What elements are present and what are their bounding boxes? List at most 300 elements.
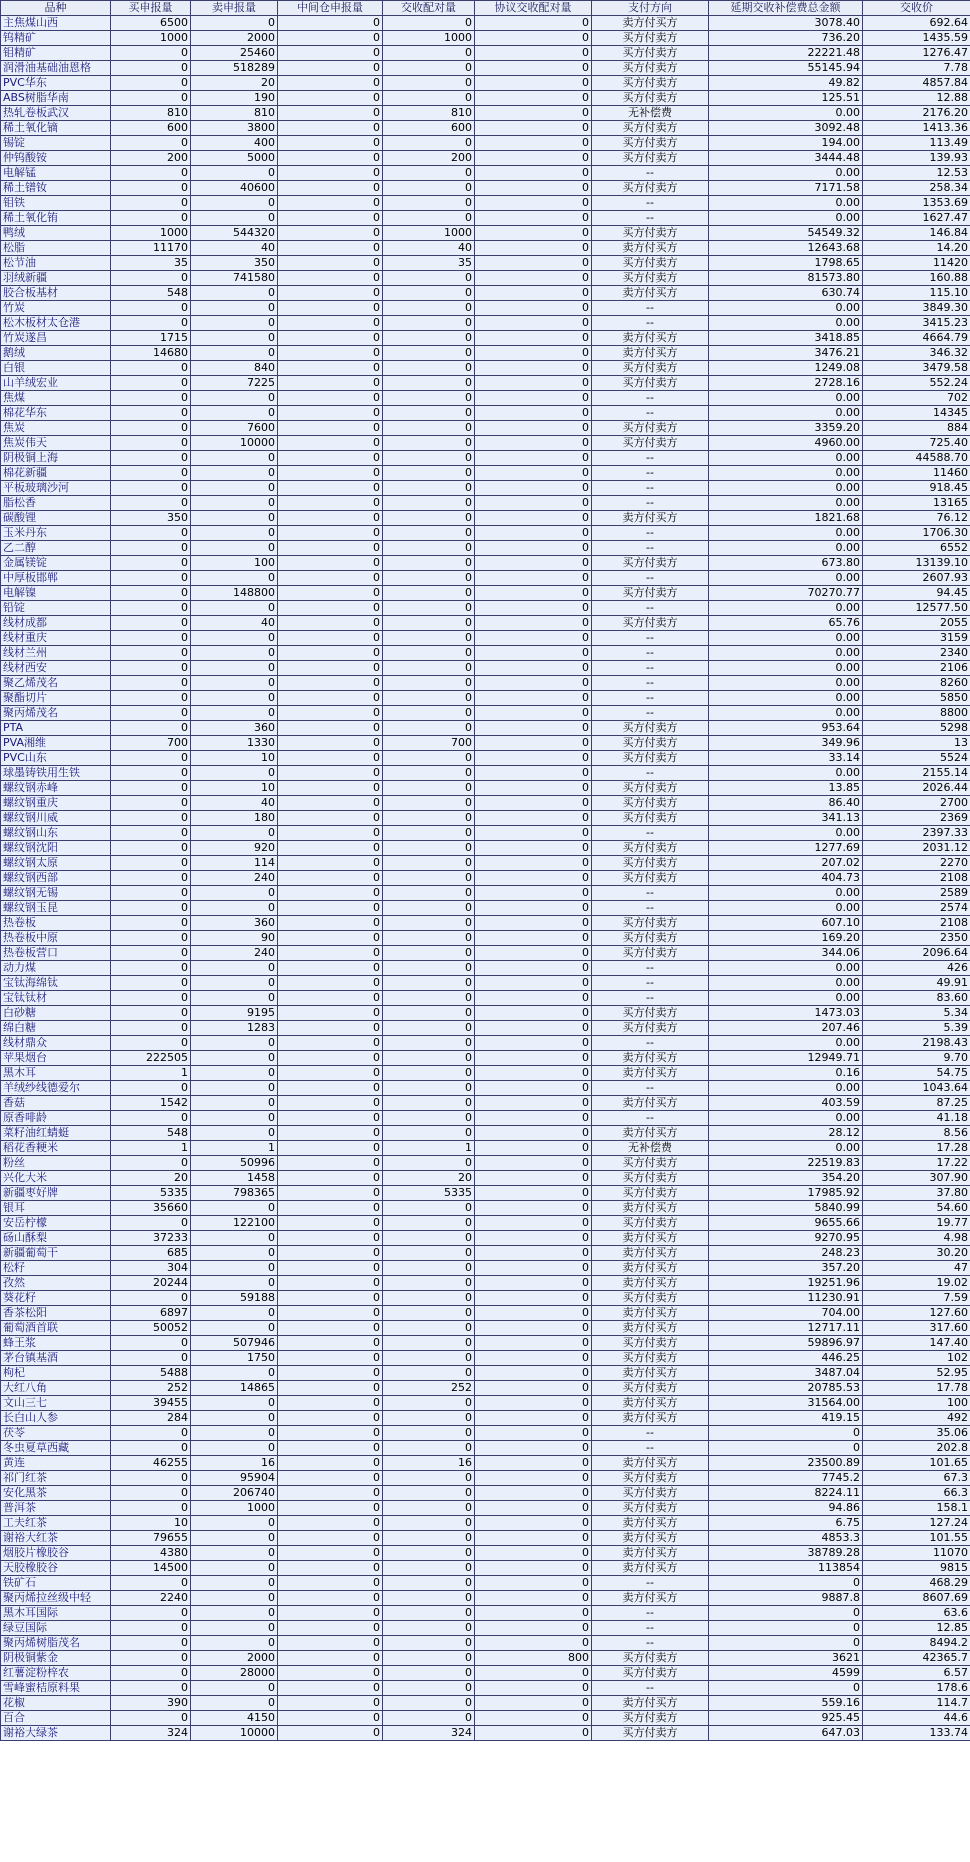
cell-agreement-matched: 0 [475,871,592,886]
cell-payment-direction: -- [592,1681,709,1696]
cell-payment-direction: 买方付卖方 [592,271,709,286]
cell-payment-direction: -- [592,391,709,406]
cell-sell-quantity: 0 [191,631,278,646]
cell-settlement-price: 552.24 [863,376,970,391]
cell-agreement-matched: 0 [475,901,592,916]
cell-compensation-total: 925.45 [709,1711,863,1726]
cell-payment-direction: 买方付卖方 [592,796,709,811]
cell-buy-quantity: 0 [111,196,191,211]
cell-compensation-total: 3359.20 [709,421,863,436]
cell-intermediate-warehouse: 0 [278,1666,383,1681]
cell-sell-quantity: 0 [191,1366,278,1381]
cell-buy-quantity: 0 [111,1666,191,1681]
cell-payment-direction: 卖方付买方 [592,1261,709,1276]
cell-intermediate-warehouse: 0 [278,781,383,796]
cell-sell-quantity: 0 [191,1441,278,1456]
cell-buy-quantity: 200 [111,151,191,166]
table-row [1,1621,970,1636]
cell-agreement-matched: 0 [475,1246,592,1261]
cell-agreement-matched: 0 [475,601,592,616]
cell-settlement-price: 101.55 [863,1531,970,1546]
table-row [1,556,970,571]
cell-agreement-matched: 0 [475,1696,592,1711]
cell-matched-quantity: 0 [383,1531,475,1546]
cell-buy-quantity: 1 [111,1141,191,1156]
cell-matched-quantity: 0 [383,706,475,721]
cell-matched-quantity: 252 [383,1381,475,1396]
table-row [1,601,970,616]
cell-intermediate-warehouse: 0 [278,466,383,481]
cell-variety: 黑木耳国际 [1,1606,111,1621]
cell-compensation-total: 0.00 [709,196,863,211]
cell-matched-quantity: 0 [383,1306,475,1321]
table-row [1,376,970,391]
cell-compensation-total: 1473.03 [709,1006,863,1021]
cell-payment-direction: 卖方付买方 [592,1231,709,1246]
cell-payment-direction: -- [592,451,709,466]
cell-agreement-matched: 0 [475,241,592,256]
cell-matched-quantity: 0 [383,1126,475,1141]
cell-sell-quantity: 0 [191,481,278,496]
cell-variety: 稀土氧化镝 [1,121,111,136]
cell-intermediate-warehouse: 0 [278,91,383,106]
cell-intermediate-warehouse: 0 [278,46,383,61]
cell-compensation-total: 207.02 [709,856,863,871]
cell-agreement-matched: 0 [475,31,592,46]
table-row [1,301,970,316]
cell-intermediate-warehouse: 0 [278,421,383,436]
cell-matched-quantity: 0 [383,46,475,61]
cell-settlement-price: 42365.7 [863,1651,970,1666]
cell-matched-quantity: 0 [383,1036,475,1051]
cell-variety: 原香啡龄 [1,1111,111,1126]
cell-sell-quantity: 50996 [191,1156,278,1171]
cell-agreement-matched: 0 [475,1711,592,1726]
cell-settlement-price: 114.7 [863,1696,970,1711]
cell-buy-quantity: 0 [111,181,191,196]
cell-payment-direction: 卖方付买方 [592,1096,709,1111]
cell-compensation-total: 13.85 [709,781,863,796]
table-row [1,1396,970,1411]
cell-payment-direction: 卖方付买方 [592,1531,709,1546]
cell-variety: 动力煤 [1,961,111,976]
cell-settlement-price: 66.3 [863,1486,970,1501]
table-row [1,796,970,811]
table-row [1,331,970,346]
cell-variety: 螺纹钢山东 [1,826,111,841]
cell-variety: 长白山人参 [1,1411,111,1426]
cell-agreement-matched: 0 [475,151,592,166]
cell-buy-quantity: 350 [111,511,191,526]
cell-settlement-price: 2369 [863,811,970,826]
cell-matched-quantity: 0 [383,511,475,526]
cell-agreement-matched: 0 [475,346,592,361]
cell-agreement-matched: 0 [475,106,592,121]
cell-payment-direction: 卖方付买方 [592,1366,709,1381]
table-row [1,766,970,781]
cell-sell-quantity: 0 [191,541,278,556]
cell-matched-quantity: 0 [383,1546,475,1561]
cell-sell-quantity: 0 [191,1036,278,1051]
cell-matched-quantity: 0 [383,1066,475,1081]
cell-variety: 红薯淀粉梓农 [1,1666,111,1681]
cell-settlement-price: 1435.59 [863,31,970,46]
cell-intermediate-warehouse: 0 [278,571,383,586]
cell-payment-direction: 卖方付买方 [592,1411,709,1426]
cell-compensation-total: 7745.2 [709,1471,863,1486]
cell-variety: 螺纹钢玉昆 [1,901,111,916]
cell-sell-quantity: 0 [191,196,278,211]
cell-settlement-price: 468.29 [863,1576,970,1591]
cell-agreement-matched: 0 [475,961,592,976]
table-row [1,151,970,166]
cell-sell-quantity: 400 [191,136,278,151]
cell-intermediate-warehouse: 0 [278,1051,383,1066]
cell-matched-quantity: 0 [383,1006,475,1021]
cell-matched-quantity: 0 [383,406,475,421]
cell-payment-direction: -- [592,631,709,646]
cell-compensation-total: 113854 [709,1561,863,1576]
cell-matched-quantity: 0 [383,1561,475,1576]
cell-compensation-total: 0.00 [709,631,863,646]
cell-sell-quantity: 0 [191,1201,278,1216]
cell-intermediate-warehouse: 0 [278,1171,383,1186]
cell-compensation-total: 20785.53 [709,1381,863,1396]
cell-agreement-matched: 0 [475,436,592,451]
cell-matched-quantity: 0 [383,346,475,361]
cell-variety: 苹果烟台 [1,1051,111,1066]
cell-payment-direction: -- [592,901,709,916]
cell-sell-quantity: 741580 [191,271,278,286]
cell-buy-quantity: 0 [111,1486,191,1501]
table-row [1,721,970,736]
cell-intermediate-warehouse: 0 [278,1501,383,1516]
cell-payment-direction: 买方付卖方 [592,586,709,601]
cell-agreement-matched: 0 [475,946,592,961]
cell-compensation-total: 607.10 [709,916,863,931]
cell-agreement-matched: 0 [475,676,592,691]
cell-sell-quantity: 0 [191,1591,278,1606]
cell-variety: 聚乙烯茂名 [1,676,111,691]
cell-settlement-price: 2106 [863,661,970,676]
cell-buy-quantity: 35660 [111,1201,191,1216]
cell-settlement-price: 2589 [863,886,970,901]
cell-buy-quantity: 0 [111,841,191,856]
cell-compensation-total: 59896.97 [709,1336,863,1351]
cell-sell-quantity: 206740 [191,1486,278,1501]
table-row [1,631,970,646]
cell-settlement-price: 12.53 [863,166,970,181]
cell-buy-quantity: 0 [111,271,191,286]
cell-intermediate-warehouse: 0 [278,1696,383,1711]
cell-payment-direction: 买方付卖方 [592,1291,709,1306]
cell-variety: 羽绒新疆 [1,271,111,286]
cell-intermediate-warehouse: 0 [278,1216,383,1231]
cell-payment-direction: 买方付卖方 [592,616,709,631]
cell-payment-direction: 买方付卖方 [592,931,709,946]
cell-buy-quantity: 0 [111,421,191,436]
cell-buy-quantity: 0 [111,1681,191,1696]
table-row [1,31,970,46]
cell-buy-quantity: 0 [111,316,191,331]
cell-payment-direction: -- [592,1036,709,1051]
cell-sell-quantity: 2000 [191,1651,278,1666]
cell-intermediate-warehouse: 0 [278,1546,383,1561]
cell-settlement-price: 3849.30 [863,301,970,316]
cell-variety: 玉米丹东 [1,526,111,541]
cell-settlement-price: 17.22 [863,1156,970,1171]
cell-payment-direction: 无补偿费 [592,106,709,121]
cell-payment-direction: 卖方付买方 [592,16,709,31]
cell-matched-quantity: 0 [383,931,475,946]
table-row [1,1606,970,1621]
cell-intermediate-warehouse: 0 [278,436,383,451]
cell-agreement-matched: 0 [475,736,592,751]
cell-payment-direction: -- [592,1636,709,1651]
cell-buy-quantity: 0 [111,61,191,76]
cell-settlement-price: 13165 [863,496,970,511]
cell-buy-quantity: 0 [111,781,191,796]
table-row [1,991,970,1006]
cell-agreement-matched: 0 [475,1051,592,1066]
cell-payment-direction: 买方付卖方 [592,76,709,91]
cell-payment-direction: 卖方付买方 [592,1306,709,1321]
cell-sell-quantity: 0 [191,706,278,721]
cell-agreement-matched: 0 [475,766,592,781]
cell-intermediate-warehouse: 0 [278,271,383,286]
cell-compensation-total: 22221.48 [709,46,863,61]
cell-variety: 仲钨酸铵 [1,151,111,166]
cell-sell-quantity: 10 [191,751,278,766]
cell-buy-quantity: 0 [111,91,191,106]
cell-payment-direction: 卖方付买方 [592,286,709,301]
cell-sell-quantity: 0 [191,991,278,1006]
table-row [1,1681,970,1696]
cell-intermediate-warehouse: 0 [278,646,383,661]
cell-variety: 葡萄酒首联 [1,1321,111,1336]
cell-intermediate-warehouse: 0 [278,1381,383,1396]
cell-buy-quantity: 0 [111,1426,191,1441]
cell-variety: 砀山酥梨 [1,1231,111,1246]
cell-matched-quantity: 5335 [383,1186,475,1201]
cell-intermediate-warehouse: 0 [278,586,383,601]
cell-agreement-matched: 0 [475,421,592,436]
cell-compensation-total: 1821.68 [709,511,863,526]
cell-settlement-price: 14.20 [863,241,970,256]
cell-buy-quantity: 0 [111,976,191,991]
cell-payment-direction: 卖方付买方 [592,1396,709,1411]
cell-variety: 香茶松阳 [1,1306,111,1321]
cell-matched-quantity: 20 [383,1171,475,1186]
cell-matched-quantity: 0 [383,1096,475,1111]
cell-sell-quantity: 360 [191,721,278,736]
cell-matched-quantity: 0 [383,1291,475,1306]
cell-buy-quantity: 0 [111,616,191,631]
cell-compensation-total: 19251.96 [709,1276,863,1291]
cell-settlement-price: 9815 [863,1561,970,1576]
cell-compensation-total: 12949.71 [709,1051,863,1066]
cell-variety: 乙二醇 [1,541,111,556]
cell-intermediate-warehouse: 0 [278,871,383,886]
cell-buy-quantity: 700 [111,736,191,751]
cell-variety: 脂松香 [1,496,111,511]
cell-agreement-matched: 0 [475,1366,592,1381]
table-row [1,421,970,436]
cell-payment-direction: 买方付卖方 [592,1171,709,1186]
cell-matched-quantity: 0 [383,1516,475,1531]
cell-compensation-total: 0 [709,1426,863,1441]
cell-compensation-total: 7171.58 [709,181,863,196]
cell-settlement-price: 19.02 [863,1276,970,1291]
cell-agreement-matched: 0 [475,661,592,676]
cell-buy-quantity: 0 [111,1636,191,1651]
cell-sell-quantity: 0 [191,1561,278,1576]
cell-matched-quantity: 0 [383,1216,475,1231]
cell-payment-direction: 买方付卖方 [592,61,709,76]
cell-settlement-price: 44.6 [863,1711,970,1726]
cell-buy-quantity: 0 [111,856,191,871]
cell-agreement-matched: 0 [475,1606,592,1621]
cell-settlement-price: 2108 [863,871,970,886]
cell-buy-quantity: 0 [111,361,191,376]
cell-sell-quantity: 20 [191,76,278,91]
cell-intermediate-warehouse: 0 [278,721,383,736]
cell-payment-direction: 买方付卖方 [592,841,709,856]
cell-sell-quantity: 0 [191,901,278,916]
cell-matched-quantity: 0 [383,16,475,31]
cell-intermediate-warehouse: 0 [278,1561,383,1576]
cell-sell-quantity: 0 [191,661,278,676]
cell-buy-quantity: 0 [111,691,191,706]
table-row [1,1576,970,1591]
cell-buy-quantity: 1542 [111,1096,191,1111]
table-row [1,46,970,61]
cell-intermediate-warehouse: 0 [278,181,383,196]
table-row [1,1591,970,1606]
cell-sell-quantity: 0 [191,1111,278,1126]
cell-variety: 枸杞 [1,1366,111,1381]
cell-compensation-total: 349.96 [709,736,863,751]
cell-payment-direction: 买方付卖方 [592,1216,709,1231]
cell-variety: PVC山东 [1,751,111,766]
cell-settlement-price: 2340 [863,646,970,661]
cell-matched-quantity: 0 [383,1621,475,1636]
cell-compensation-total: 0.00 [709,1081,863,1096]
table-row [1,691,970,706]
cell-variety: 绿豆国际 [1,1621,111,1636]
cell-compensation-total: 23500.89 [709,1456,863,1471]
cell-intermediate-warehouse: 0 [278,1006,383,1021]
cell-matched-quantity: 0 [383,586,475,601]
table-row [1,946,970,961]
cell-settlement-price: 5524 [863,751,970,766]
cell-payment-direction: -- [592,301,709,316]
table-header [1,1,970,16]
cell-intermediate-warehouse: 0 [278,1366,383,1381]
cell-buy-quantity: 20 [111,1171,191,1186]
cell-compensation-total: 0.00 [709,106,863,121]
cell-sell-quantity: 0 [191,391,278,406]
cell-variety: 祁门红茶 [1,1471,111,1486]
cell-variety: 竹炭遂昌 [1,331,111,346]
cell-buy-quantity: 0 [111,631,191,646]
cell-payment-direction: 买方付卖方 [592,1726,709,1741]
cell-agreement-matched: 0 [475,1066,592,1081]
cell-settlement-price: 2198.43 [863,1036,970,1051]
cell-sell-quantity: 7600 [191,421,278,436]
cell-payment-direction: 买方付卖方 [592,121,709,136]
cell-settlement-price: 5298 [863,721,970,736]
cell-payment-direction: 卖方付买方 [592,1591,709,1606]
cell-matched-quantity: 0 [383,1711,475,1726]
cell-agreement-matched: 0 [475,76,592,91]
table-row [1,346,970,361]
cell-payment-direction: -- [592,676,709,691]
cell-matched-quantity: 0 [383,1651,475,1666]
table-row [1,496,970,511]
cell-sell-quantity: 40 [191,241,278,256]
cell-settlement-price: 47 [863,1261,970,1276]
table-row [1,241,970,256]
cell-intermediate-warehouse: 0 [278,1276,383,1291]
cell-compensation-total: 17985.92 [709,1186,863,1201]
table-row [1,91,970,106]
cell-compensation-total: 403.59 [709,1096,863,1111]
cell-payment-direction: 买方付卖方 [592,31,709,46]
table-row [1,181,970,196]
cell-settlement-price: 2031.12 [863,841,970,856]
cell-sell-quantity: 0 [191,166,278,181]
cell-payment-direction: -- [592,691,709,706]
cell-matched-quantity: 0 [383,571,475,586]
cell-matched-quantity: 0 [383,361,475,376]
table-row [1,466,970,481]
cell-agreement-matched: 0 [475,1321,592,1336]
cell-buy-quantity: 284 [111,1411,191,1426]
cell-intermediate-warehouse: 0 [278,76,383,91]
cell-payment-direction: 买方付卖方 [592,721,709,736]
cell-variety: 钼铁 [1,196,111,211]
cell-intermediate-warehouse: 0 [278,811,383,826]
cell-intermediate-warehouse: 0 [278,1606,383,1621]
cell-intermediate-warehouse: 0 [278,1351,383,1366]
cell-compensation-total: 54549.32 [709,226,863,241]
cell-compensation-total: 0.00 [709,991,863,1006]
table-row [1,481,970,496]
table-row [1,1486,970,1501]
cell-buy-quantity: 39455 [111,1396,191,1411]
table-row [1,916,970,931]
cell-intermediate-warehouse: 0 [278,1726,383,1741]
cell-matched-quantity: 1000 [383,31,475,46]
cell-settlement-price: 2270 [863,856,970,871]
cell-buy-quantity: 35 [111,256,191,271]
cell-settlement-price: 17.78 [863,1381,970,1396]
cell-settlement-price: 12.88 [863,91,970,106]
cell-variety: 热轧卷板武汉 [1,106,111,121]
table-row [1,1516,970,1531]
table-row [1,1156,970,1171]
cell-payment-direction: 买方付卖方 [592,856,709,871]
cell-matched-quantity: 0 [383,286,475,301]
cell-agreement-matched: 0 [475,1126,592,1141]
cell-matched-quantity: 0 [383,1666,475,1681]
header-agreement-matched: 协议交收配对量 [475,1,592,16]
cell-variety: 菜籽油红蜻蜓 [1,1126,111,1141]
cell-intermediate-warehouse: 0 [278,241,383,256]
cell-intermediate-warehouse: 0 [278,766,383,781]
cell-intermediate-warehouse: 0 [278,1441,383,1456]
